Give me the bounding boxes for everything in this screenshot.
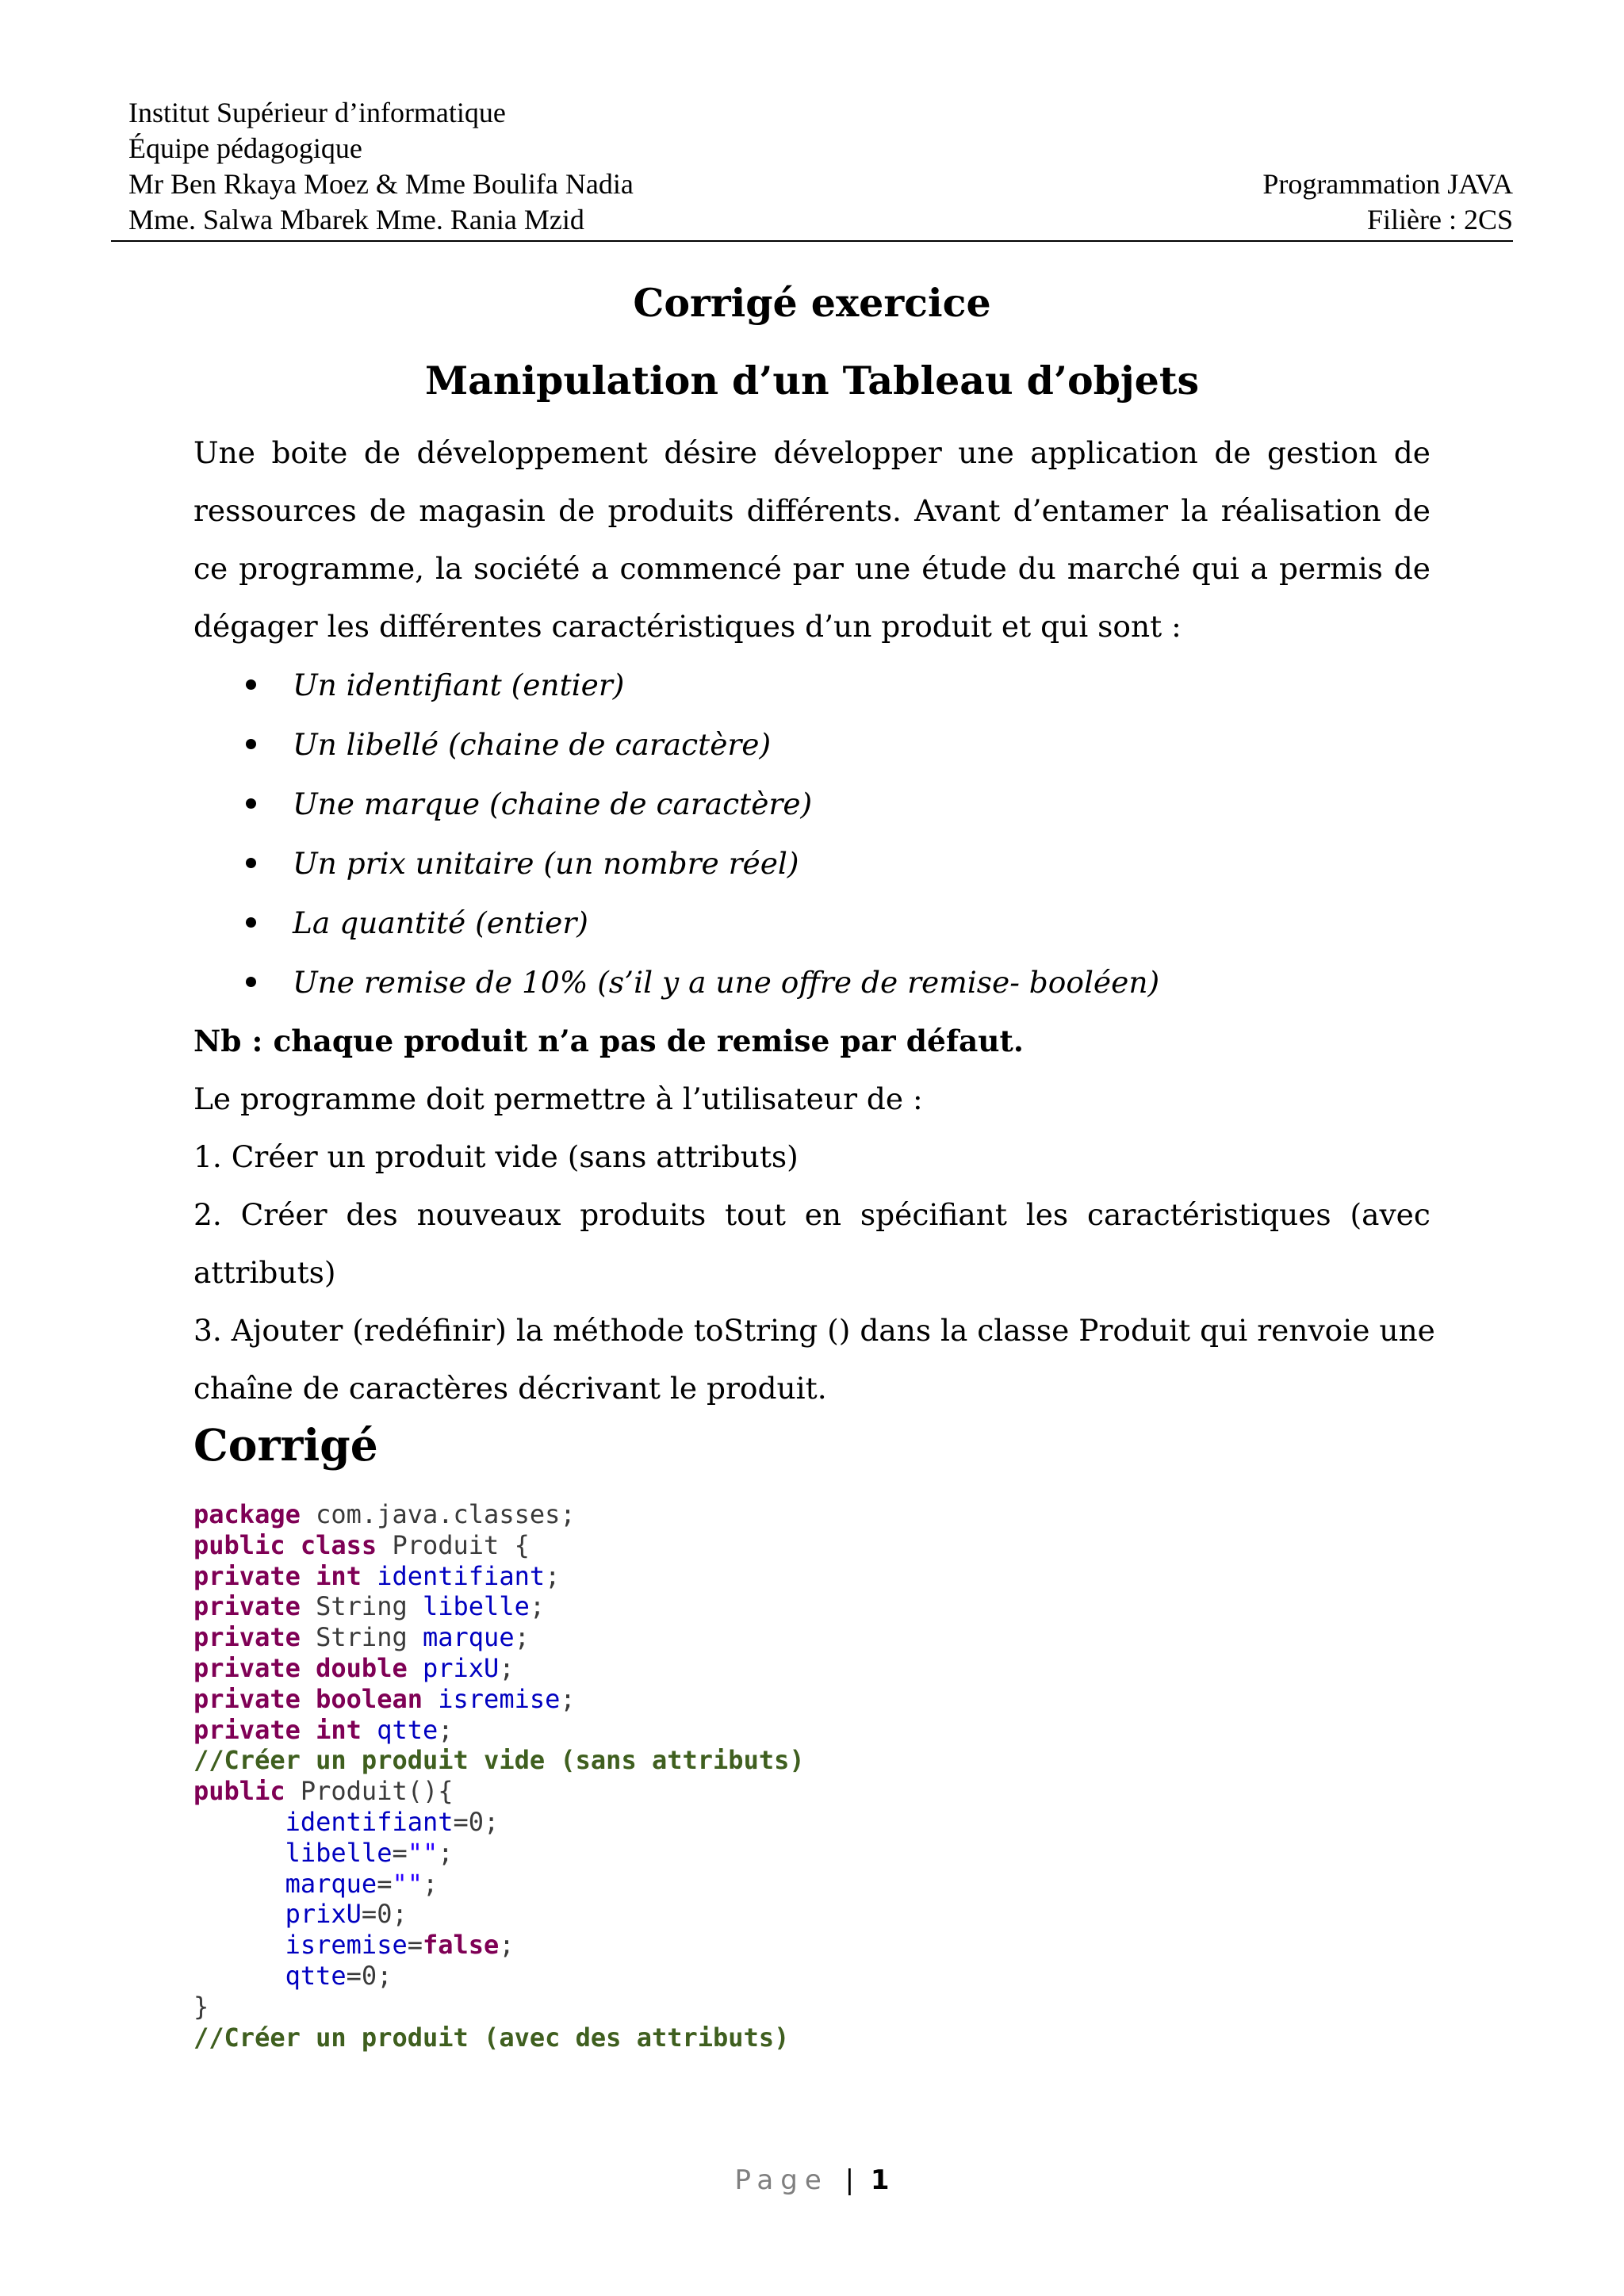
requirements-intro: Le programme doit permettre à l’utilisateur de : (193, 1081, 923, 1116)
teachers-line-1: Mr Ben Rkaya Moez & Mme Boulifa Nadia (128, 168, 634, 200)
bullet-icon (246, 798, 256, 809)
requirement-3-line-1: 3. Ajouter (redéfinir) la méthode toString () dans la classe Produit qui renvoie une (193, 1313, 1435, 1348)
features-list (193, 656, 1431, 1012)
list-item: Un libellé (chaine de caractère) (193, 715, 1431, 775)
teachers-line-2: Mme. Salwa Mbarek Mme. Rania Mzid (128, 204, 584, 235)
team-label: Équipe pédagogique (128, 132, 362, 164)
page-number: 1 (870, 2164, 890, 2196)
bullet-icon (246, 858, 256, 868)
page-label: Page (734, 2164, 829, 2196)
header-divider (111, 240, 1513, 242)
list-item: Un prix unitaire (un nombre réel) (193, 834, 1431, 894)
exercise-body (193, 424, 1435, 1418)
page-header (128, 95, 1513, 238)
course-name: Programmation JAVA (1262, 168, 1513, 200)
list-item: La quantité (entier) (193, 894, 1431, 953)
intro-paragraph: Une boite de développement désire développer une application de gestion de ressources de magasin de produits différents. Avant d’entamer la réalisation de ce programme, la société a commencé par une étude du marché qui a permis de dégager les différentes caractéristiques d’un produit et qui sont : (193, 435, 1431, 644)
code-block: package com.java.classes; public class Produit { private int identifiant; private String libelle; private String marque; private double prixU; private boolean isremise; private int qtte; //Créer un produit vide (sans attributs) public Produit(){ identifiant=0; libelle=""; marque=""; prixU=0; isremise=false; qtte=0; } //Créer un produit (avec des attributs) (193, 1499, 805, 2053)
bullet-icon (246, 977, 256, 987)
page-separator: | (845, 2164, 855, 2196)
list-item: Une marque (chaine de caractère) (193, 775, 1431, 834)
requirement-2-line-2: attributs) (193, 1255, 336, 1290)
requirement-2-line-1: 2. Créer des nouveaux produits tout en spécifiant les caractéristiques (avec (193, 1197, 1431, 1232)
requirement-1: 1. Créer un produit vide (sans attributs) (193, 1139, 799, 1174)
requirement-3-line-2: chaîne de caractères décrivant le produit. (193, 1371, 827, 1406)
list-item: Un identifiant (entier) (193, 656, 1431, 715)
filiere: Filière : 2CS (1366, 204, 1513, 235)
header-row-1 (128, 166, 1513, 202)
section-heading: Corrigé (193, 1419, 378, 1471)
bullet-icon (246, 679, 256, 690)
title-sub: Manipulation d’un Tableau d’objets (424, 358, 1200, 404)
note: Nb : chaque produit n’a pas de remise par défaut. (193, 1024, 1024, 1058)
header-row-2 (128, 202, 1513, 238)
title-main: Corrigé exercice (633, 280, 991, 326)
institute-name: Institut Supérieur d’informatique (128, 97, 506, 128)
page-footer (0, 2164, 1624, 2196)
bullet-icon (246, 739, 256, 749)
list-item: Une remise de 10% (s’il y a une offre de remise- booléen) (193, 953, 1431, 1012)
bullet-icon (246, 917, 256, 928)
